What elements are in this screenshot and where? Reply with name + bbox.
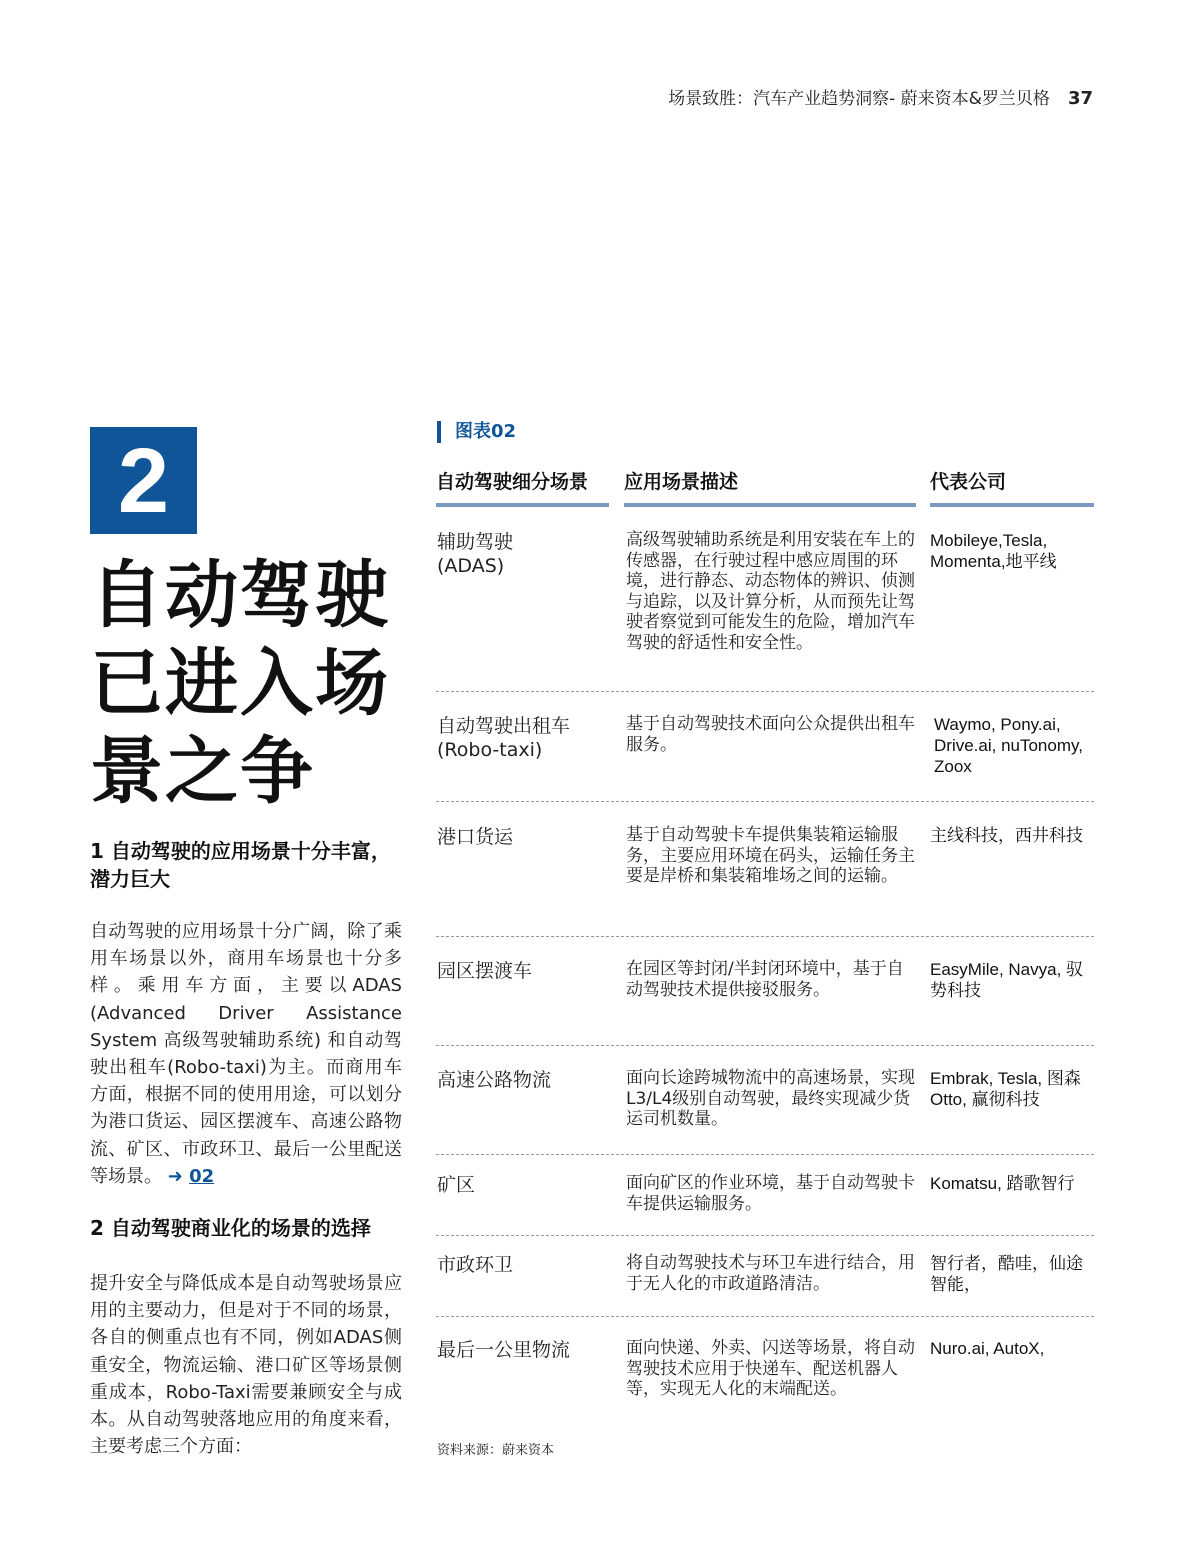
cell-description: 基于自动驾驶技术面向公众提供出租车服务。 <box>626 714 915 755</box>
cell-company: 智行者，酷哇，仙途智能， <box>930 1254 1083 1294</box>
chapter-number: 2 <box>117 429 170 532</box>
arrow-right-icon: ➜ <box>167 1165 183 1187</box>
figure-label: 图表02 <box>437 421 516 443</box>
table-row <box>436 714 1094 802</box>
table-row <box>436 1068 1094 1155</box>
cell-description: 在园区等封闭/半封闭环境中，基于自动驾驶技术提供接驳服务。 <box>626 959 904 1000</box>
cell-scene: 辅助驾驶 (ADAS) <box>437 531 514 577</box>
table-row <box>436 1173 1094 1236</box>
chapter-title-line: 已进入场 <box>90 641 390 726</box>
cell-scene: 自动驾驶出租车 (Robo-taxi) <box>437 715 571 761</box>
cell-description: 将自动驾驶技术与环卫车进行结合，用于无人化的市政道路清洁。 <box>626 1253 915 1294</box>
chapter-title-line: 自动驾驶 <box>90 553 390 638</box>
column-header-scene: 自动驾驶细分场景 <box>436 463 609 507</box>
source-note: 资料来源：蔚来资本 <box>437 1443 555 1458</box>
table-row <box>436 1338 1094 1428</box>
table-row <box>436 959 1094 1046</box>
cell-scene: 港口货运 <box>437 826 514 848</box>
chapter-title <box>90 552 410 816</box>
section1-body-text: 自动驾驶的应用场景十分广阔，除了乘用车场景以外，商用车场景也十分多样。乘用车方面，主要以ADAS (Advanced Driver Assistance System 高级驾驶辅助系统) 和自动驾驶出租车(Robo-taxi)为主。而商用车方面，根据不同的使用用途，可以划分为港口货运、园区摆渡车、高速公路物流、矿区、市政环卫、最后一公里配送等场景。 <box>90 921 402 1187</box>
row-divider <box>436 1316 1094 1317</box>
table-row <box>436 825 1094 937</box>
cell-description: 面向快递、外卖、闪送等场景，将自动驾驶技术应用于快递车、配送机器人等，实现无人化的末端配送。 <box>626 1338 915 1400</box>
column-header-description: 应用场景描述 <box>624 463 916 507</box>
figure-reference[interactable] <box>168 1166 214 1187</box>
cell-company: Nuro.ai, AutoX, <box>930 1339 1045 1358</box>
chapter-title-line: 景之争 <box>90 729 315 814</box>
cell-company: Mobileye,Tesla, Momenta,地平线 <box>930 531 1057 571</box>
cell-scene: 市政环卫 <box>437 1254 514 1276</box>
cell-company: 主线科技，西井科技 <box>930 826 1083 845</box>
row-divider <box>436 1235 1094 1236</box>
cell-scene: 矿区 <box>437 1174 476 1196</box>
table-row <box>436 530 1094 692</box>
table-row <box>436 1253 1094 1317</box>
cell-scene: 高速公路物流 <box>437 1069 552 1091</box>
row-divider <box>436 1154 1094 1155</box>
row-divider <box>436 801 1094 802</box>
running-title: 场景致胜：汽车产业趋势洞察- 蔚来资本&罗兰贝格 <box>668 89 1050 109</box>
cell-scene: 园区摆渡车 <box>437 960 533 982</box>
row-divider <box>436 936 1094 937</box>
section1-heading: 1 自动驾驶的应用场景十分丰富，潜力巨大 <box>90 839 391 891</box>
cell-description: 面向长途跨城物流中的高速场景，实现L3/L4级别自动驾驶，最终实现减少货运司机数量。 <box>626 1068 915 1130</box>
column-header-company: 代表公司 <box>930 463 1094 507</box>
table-header <box>436 463 1094 507</box>
section1-body <box>90 918 402 1190</box>
cell-description: 面向矿区的作业环境，基于自动驾驶卡车提供运输服务。 <box>626 1173 915 1214</box>
section2-heading: 2 自动驾驶商业化的场景的选择 <box>90 1216 371 1240</box>
cell-company: EasyMile, Navya, 驭势科技 <box>930 960 1084 1000</box>
row-divider <box>436 691 1094 692</box>
cell-company: Komatsu, 踏歌智行 <box>930 1174 1075 1193</box>
section2-body: 提升安全与降低成本是自动驾驶场景应用的主要动力，但是对于不同的场景，各自的侧重点也有不同，例如ADAS侧重安全，物流运输、港口矿区等场景侧重成本，Robo-Taxi需要兼顾安全与成本。从自动驾驶落地应用的角度来看，主要考虑三个方面： <box>90 1273 402 1458</box>
figure-reference-link[interactable]: 02 <box>189 1165 215 1187</box>
cell-company: Waymo, Pony.ai, Drive.ai, nuTonomy, Zoox <box>934 715 1083 776</box>
cell-company: Embrak, Tesla, 图森 Otto, 赢彻科技 <box>930 1069 1081 1109</box>
cell-description: 基于自动驾驶卡车提供集装箱运输服务，主要应用环境在码头，运输任务主要是岸桥和集装箱堆场之间的运输。 <box>626 825 915 887</box>
running-header <box>668 84 1093 109</box>
cell-scene: 最后一公里物流 <box>437 1339 571 1361</box>
chapter-number-box <box>90 427 197 534</box>
page-number: 37 <box>1067 88 1093 109</box>
cell-description: 高级驾驶辅助系统是利用安装在车上的传感器，在行驶过程中感应周围的环境，进行静态、动态物体的辨识、侦测与追踪，以及计算分析，从而预先让驾驶者察觉到可能发生的危险，增加汽车驾驶的舒适性和安全性。 <box>626 530 915 653</box>
row-divider <box>436 1045 1094 1046</box>
